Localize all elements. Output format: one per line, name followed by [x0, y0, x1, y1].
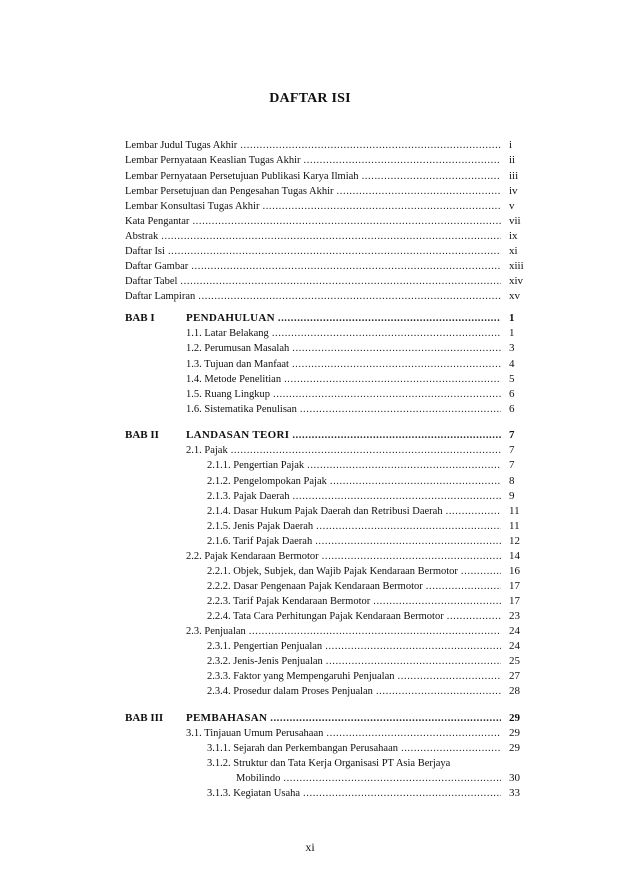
dot-leader [326, 726, 501, 741]
dot-leader [315, 534, 501, 549]
toc-entry[interactable] [125, 214, 504, 229]
toc-entry[interactable] [125, 199, 504, 214]
toc-section-entry[interactable] [186, 341, 504, 356]
dot-leader [292, 428, 501, 443]
toc-subsection-entry[interactable] [207, 609, 504, 624]
dot-leader [180, 274, 501, 289]
toc-subsection-entry[interactable] [207, 741, 504, 756]
toc-page-number: 12 [509, 535, 520, 547]
dot-leader [316, 519, 501, 534]
toc-section-entry[interactable] [186, 372, 504, 387]
toc-entry-text: 2.1.4. Dasar Hukum Pajak Daerah dan Retribusi Daerah [207, 506, 443, 517]
toc-page-number: 11 [509, 520, 520, 532]
dot-leader [330, 474, 501, 489]
toc-subsection-entry[interactable] [207, 534, 504, 549]
dot-leader [270, 711, 501, 726]
toc-entry-text: Lembar Pernyataan Keaslian Tugas Akhir [125, 155, 301, 166]
toc-entry[interactable] [125, 289, 504, 304]
dot-leader [398, 669, 501, 684]
toc-subsection-entry[interactable] [207, 654, 504, 669]
toc-entry-text: Daftar Gambar [125, 261, 189, 272]
toc-entry-text: 1.5. Ruang Lingkup [186, 389, 270, 400]
toc-entry-text: 2.3.4. Prosedur dalam Proses Penjualan [207, 686, 373, 697]
dot-leader [262, 199, 501, 214]
dot-leader [283, 771, 501, 786]
dot-leader [168, 244, 501, 259]
page-title: DAFTAR ISI [269, 91, 351, 106]
toc-page-number: 27 [509, 670, 520, 682]
dot-leader [446, 504, 501, 519]
chapter-title-entry[interactable] [186, 311, 504, 326]
toc-subsection-entry[interactable] [207, 639, 504, 654]
toc-page-number: 7 [509, 444, 515, 456]
toc-subsection-entry[interactable] [207, 579, 504, 594]
toc-entry-text: 1.4. Metode Penelitian [186, 374, 282, 385]
dot-leader [362, 169, 501, 184]
toc-page-number: 1 [509, 327, 515, 339]
toc-page-number: i [509, 139, 513, 151]
toc-entry-text: 2.2.2. Dasar Pengenaan Pajak Kendaraan Bermotor [207, 581, 423, 592]
chapter-title-entry[interactable] [186, 711, 504, 726]
dot-leader [191, 259, 501, 274]
toc-section-entry[interactable] [186, 624, 504, 639]
toc-section-entry[interactable] [186, 357, 504, 372]
toc-entry-text: Daftar Isi [125, 246, 165, 257]
dot-leader [293, 489, 501, 504]
dot-leader [278, 311, 501, 326]
toc-subsection-continuation[interactable] [236, 771, 504, 786]
toc-entry-text[interactable]: 3.1.2. Struktur dan Tata Kerja Organisasi PT Asia Berjaya [207, 758, 451, 769]
chapter-page-number: 29 [509, 712, 520, 724]
toc-page-number: 23 [509, 610, 520, 622]
page-number: xi [305, 840, 315, 854]
toc-page-number: 11 [509, 505, 520, 517]
toc-page-number: 4 [509, 358, 515, 370]
toc-subsection-entry[interactable] [207, 684, 504, 699]
toc-page-number: xiv [509, 275, 524, 287]
toc-entry[interactable] [125, 229, 504, 244]
toc-section-entry[interactable] [186, 387, 504, 402]
toc-entry-text: 3.1.3. Kegiatan Usaha [207, 788, 301, 799]
dot-leader [249, 624, 501, 639]
dot-leader [337, 184, 501, 199]
toc-page-number: xiii [509, 260, 524, 272]
dot-leader [231, 443, 501, 458]
toc-page-number: 5 [509, 373, 515, 385]
chapter-label: BAB III [125, 712, 164, 724]
chapter-page-number: 1 [509, 312, 515, 324]
toc-entry-text: 2.1.5. Jenis Pajak Daerah [207, 521, 314, 532]
toc-subsection-entry[interactable] [207, 786, 504, 801]
toc-entry-text: Daftar Tabel [125, 276, 178, 287]
chapter-label: BAB I [125, 312, 155, 324]
toc-entry-text: 2.3.3. Faktor yang Mempengaruhi Penjualan [207, 671, 395, 682]
toc-page-number: 8 [509, 475, 515, 487]
toc-page-number: 24 [509, 640, 520, 652]
toc-subsection-entry[interactable] [207, 564, 504, 579]
toc-entry-text: 3.1. Tinjauan Umum Perusahaan [186, 728, 324, 739]
dot-leader [198, 289, 501, 304]
toc-entry-text: Lembar Persetujuan dan Pengesahan Tugas Akhir [125, 186, 334, 197]
toc-entry-text: 2.3.2. Jenis-Jenis Penjualan [207, 656, 323, 667]
toc-page-number: vii [509, 215, 521, 227]
dot-leader [192, 214, 501, 229]
toc-entry[interactable] [125, 274, 504, 289]
dot-leader [307, 458, 501, 473]
toc-entry[interactable] [125, 138, 504, 153]
dot-leader [326, 654, 501, 669]
toc-entry[interactable] [125, 259, 504, 274]
toc-subsection-entry[interactable] [207, 474, 504, 489]
toc-page-number: 16 [509, 565, 520, 577]
dot-leader [300, 402, 501, 417]
dot-leader [161, 229, 501, 244]
toc-entry-text: 2.2.4. Tata Cara Perhitungan Pajak Kendaraan Bermotor [207, 611, 444, 622]
dot-leader [284, 372, 501, 387]
dot-leader [322, 549, 501, 564]
chapter-page-number: 7 [509, 429, 515, 441]
toc-page-number: 28 [509, 685, 520, 697]
toc-page-number: ii [509, 154, 516, 166]
toc-page-number: 6 [509, 403, 515, 415]
toc-section-entry[interactable] [186, 326, 504, 341]
toc-subsection-entry[interactable] [207, 458, 504, 473]
toc-page-number: 25 [509, 655, 520, 667]
toc-entry[interactable] [125, 184, 504, 199]
dot-leader [461, 564, 501, 579]
toc-entry-text: 2.1. Pajak [186, 445, 228, 456]
toc-subsection-entry[interactable] [207, 519, 504, 534]
dot-leader [426, 579, 501, 594]
dot-leader [303, 786, 501, 801]
dot-leader [447, 609, 501, 624]
toc-entry-text: 2.1.6. Tarif Pajak Daerah [207, 536, 313, 547]
toc-entry-text: Lembar Judul Tugas Akhir [125, 140, 238, 151]
toc-page-number: 30 [509, 772, 520, 784]
dot-leader [325, 639, 501, 654]
toc-subsection-entry[interactable] [207, 489, 504, 504]
toc-entry-text: 3.1.1. Sejarah dan Perkembangan Perusahaan [207, 743, 398, 754]
toc-entry-text: Mobilindo [236, 773, 281, 784]
dot-leader [401, 741, 501, 756]
dot-leader [240, 138, 501, 153]
toc-page-number: 29 [509, 742, 520, 754]
chapter-label: BAB II [125, 429, 159, 441]
toc-section-entry[interactable] [186, 549, 504, 564]
toc-entry-text: 2.1.1. Pengertian Pajak [207, 460, 305, 471]
toc-entry[interactable] [125, 169, 504, 184]
toc-entry-text: 2.2.3. Tarif Pajak Kendaraan Bermotor [207, 596, 371, 607]
toc-entry-text: 2.2.1. Objek, Subjek, dan Wajib Pajak Kendaraan Bermotor [207, 566, 458, 577]
toc-page-number: xv [509, 290, 520, 302]
toc-entry-text: Lembar Pernyataan Persetujuan Publikasi Karya Ilmiah [125, 171, 359, 182]
toc-page-number: 29 [509, 727, 520, 739]
toc-entry[interactable] [125, 244, 504, 259]
toc-entry-text: 1.1. Latar Belakang [186, 328, 269, 339]
dot-leader [272, 326, 501, 341]
toc-subsection-entry[interactable] [207, 504, 504, 519]
toc-page-number: 3 [509, 342, 515, 354]
toc-section-entry[interactable] [186, 443, 504, 458]
dot-leader [376, 684, 501, 699]
toc-entry-text: Lembar Konsultasi Tugas Akhir [125, 201, 260, 212]
toc-page-number: 14 [509, 550, 520, 562]
toc-entry-text: Kata Pengantar [125, 216, 190, 227]
toc-page-number: v [509, 200, 515, 212]
toc-entry-text: 2.3.1. Pengertian Penjualan [207, 641, 323, 652]
toc-entry-text: 1.2. Perumusan Masalah [186, 343, 290, 354]
toc-page-number: 17 [509, 580, 520, 592]
toc-page-number: 7 [509, 459, 515, 471]
dot-leader [292, 357, 501, 372]
toc-page-number: 17 [509, 595, 520, 607]
toc-entry-text: Daftar Lampiran [125, 291, 196, 302]
toc-entry-text: Abstrak [125, 231, 159, 242]
dot-leader [373, 594, 501, 609]
dot-leader [304, 153, 501, 168]
toc-page-number: iv [509, 185, 518, 197]
toc-entry-text: 1.6. Sistematika Penulisan [186, 404, 297, 415]
toc-page-number: iii [509, 170, 519, 182]
toc-entry-text: 1.3. Tujuan dan Manfaat [186, 359, 289, 370]
chapter-title: PEMBAHASAN [186, 712, 268, 724]
toc-entry-text: 2.1.3. Pajak Daerah [207, 491, 290, 502]
toc-subsection-entry[interactable] [207, 594, 504, 609]
chapter-title-entry[interactable] [186, 428, 504, 443]
dot-leader [292, 341, 501, 356]
toc-entry-text: 2.2. Pajak Kendaraan Bermotor [186, 551, 319, 562]
toc-page-number: 6 [509, 388, 515, 400]
toc-section-entry[interactable] [186, 726, 504, 741]
toc-page-number: 33 [509, 787, 520, 799]
toc-page-number: 24 [509, 625, 520, 637]
toc-entry-text: 2.1.2. Pengelompokan Pajak [207, 476, 327, 487]
toc-page-number: 9 [509, 490, 515, 502]
toc-page-number: xi [509, 245, 518, 257]
chapter-title: LANDASAN TEORI [186, 429, 290, 441]
toc-entry[interactable] [125, 153, 504, 168]
toc-entry-text: 2.3. Penjualan [186, 626, 246, 637]
toc-section-entry[interactable] [186, 402, 504, 417]
toc-subsection-entry[interactable] [207, 669, 504, 684]
chapter-title: PENDAHULUAN [186, 312, 275, 324]
toc-page-number: ix [509, 230, 518, 242]
dot-leader [273, 387, 501, 402]
